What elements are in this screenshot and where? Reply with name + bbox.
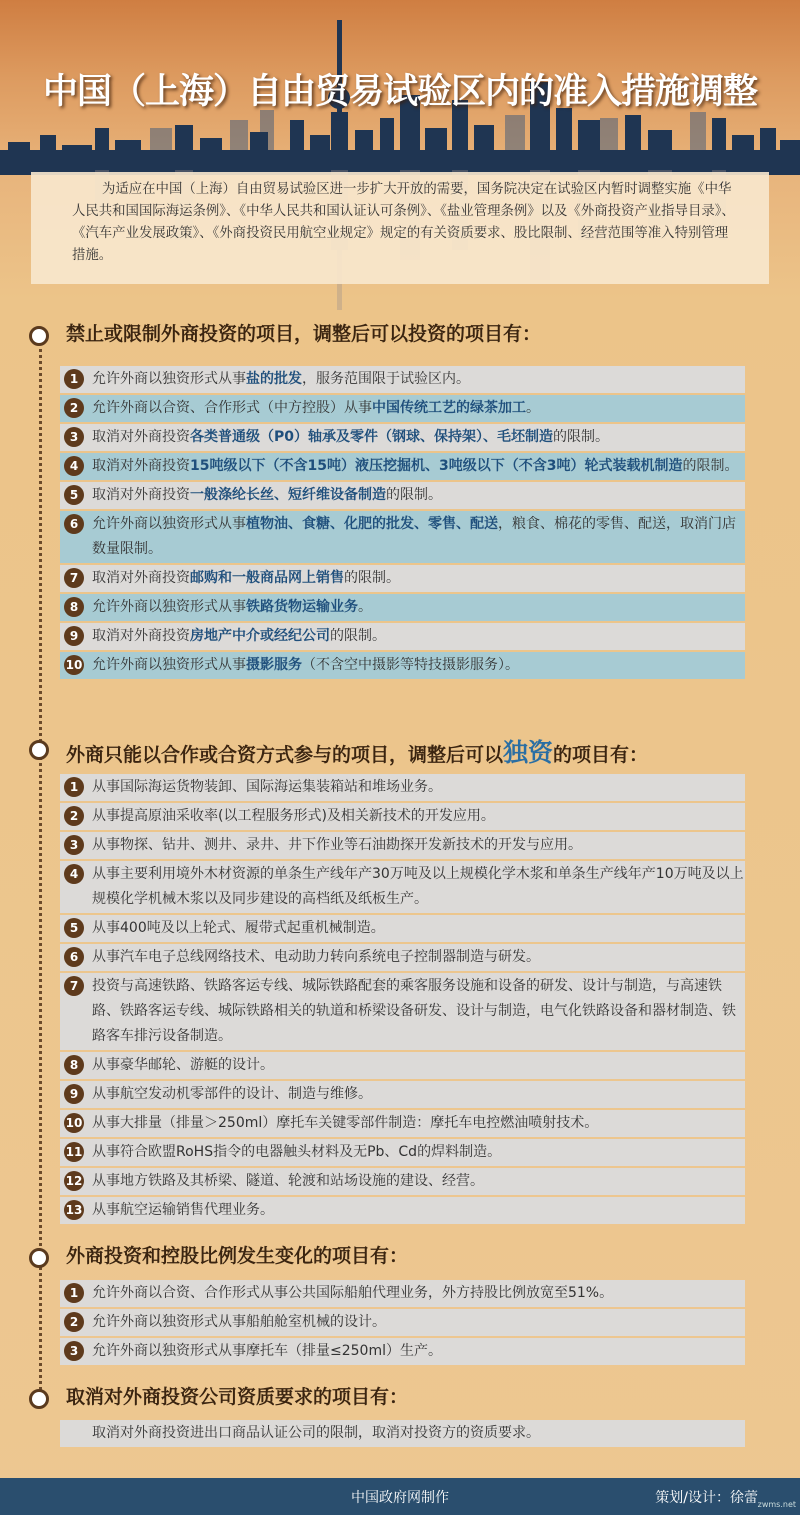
- item-text: （不含空中摄影等特技摄影服务）。: [302, 657, 519, 673]
- item-text: 各类普通级（P0）轴承及零件（钢球、保持架）、毛坯制造: [190, 429, 554, 445]
- item-text: 从事豪华邮轮、游艇的设计。: [92, 1057, 274, 1073]
- item-text: 的限制。: [386, 487, 442, 503]
- item-text: 从事符合欧盟RoHS指令的电器触头材料及无Pb、Cd的焊料制造。: [92, 1144, 502, 1160]
- list-item: [60, 1110, 745, 1137]
- item-text: 15吨级以下（不含15吨）液压挖掘机、3吨级以下（不含3吨）轮式装载机制造: [190, 458, 683, 474]
- section-ratio-changed: [0, 1244, 800, 1359]
- item-text: 从事国际海运货物装卸、国际海运集装箱站和堆场业务。: [92, 779, 442, 795]
- section-restricted-now-allowed: [0, 322, 800, 673]
- list-item: [60, 1338, 745, 1365]
- list-item: [60, 594, 745, 621]
- number-badge: 12: [64, 1171, 84, 1191]
- section-bullet-icon: [29, 326, 49, 346]
- item-text: [92, 566, 745, 591]
- number-badge: 1: [64, 777, 84, 797]
- item-text: [92, 512, 745, 562]
- item-text: 从事地方铁路及其桥梁、隧道、轮渡和站场设施的建设、经营。: [92, 1173, 484, 1189]
- footer-designer: 策划/设计：徐蕾: [655, 1490, 758, 1506]
- item-text: 一般涤纶长丝、短纤维设备制造: [190, 487, 386, 503]
- number-badge: 8: [64, 1055, 84, 1075]
- number-badge: 2: [64, 398, 84, 418]
- item-text: 中国传统工艺的绿茶加工: [372, 400, 526, 416]
- section-title: 外商投资和控股比例发生变化的项目有：: [66, 1245, 409, 1267]
- footer-credit: 中国政府网制作: [351, 1490, 449, 1506]
- item-text: [92, 624, 745, 649]
- list-item: [60, 861, 745, 913]
- list-item: [60, 424, 745, 451]
- item-text: 投资与高速铁路、铁路客运专线、城际铁路配套的乘客服务设施和设备的研发、设计与制造，与高速铁路、铁路客运专线、城际铁路相关的轨道和桥梁设备研发、设计与制造，电气化铁路设备和器材制造、铁路客车排污设备制造。: [92, 978, 736, 1044]
- number-badge: 5: [64, 918, 84, 938]
- number-badge: 7: [64, 568, 84, 588]
- list-item: [60, 453, 745, 480]
- list-item: [60, 395, 745, 422]
- item-text: 邮购和一般商品网上销售: [190, 570, 344, 586]
- item-text: 从事物探、钻井、测井、录井、井下作业等石油勘探开发新技术的开发与应用。: [92, 837, 582, 853]
- item-text: 铁路货物运输业务: [246, 599, 358, 615]
- item-text: 独资: [503, 738, 554, 767]
- list-item: [60, 944, 745, 971]
- page-title: 中国（上海）自由贸易试验区内的准入措施调整: [42, 72, 757, 112]
- item-text: ，服务范围限于试验区内。: [302, 371, 470, 387]
- section-title: 取消对外商投资公司资质要求的项目有：: [66, 1386, 409, 1408]
- timeline-dotted-line: [39, 342, 42, 1402]
- number-badge: 1: [64, 369, 84, 389]
- section-joint-now-sole: [0, 736, 800, 1218]
- item-text: 的限制。: [682, 458, 739, 474]
- number-badge: 4: [64, 864, 84, 884]
- list-item: [60, 366, 745, 393]
- item-text: 摄影服务: [246, 657, 302, 673]
- item-text: 取消对外商投资: [92, 487, 190, 503]
- list-item: [60, 1197, 745, 1224]
- item-text: [92, 396, 745, 421]
- intro-paragraph: 为适应在中国（上海）自由贸易试验区进一步扩大开放的需要，国务院决定在试验区内暂时调整实施《中华人民共和国国际海运条例》、《中华人民共和国认证认可条例》、《盐业管理条例》以及《外商投资产业指导目录》、《汽车产业发展政策》、《外商投资民用航空业规定》规定的有关资质要求、股比限制、经营范围等准入特别管理措施。: [31, 172, 769, 284]
- section-bullet-icon: [29, 1248, 49, 1268]
- number-badge: 7: [64, 976, 84, 996]
- item-text: 取消对外商投资: [92, 628, 190, 644]
- number-badge: 3: [64, 427, 84, 447]
- list-item: [60, 1280, 745, 1307]
- section-title: [66, 733, 648, 769]
- number-badge: 1: [64, 1283, 84, 1303]
- item-text: 从事主要利用境外木材资源的单条生产线年产30万吨及以上规模化学木浆和单条生产线年产10万吨及以上规模化学机械木浆以及同步建设的高档纸及纸板生产。: [92, 866, 744, 907]
- item-text: 外商只能以合作或合资方式参与的项目，调整后可以: [66, 744, 504, 766]
- item-text: 从事航空发动机零部件的设计、制造与维修。: [92, 1086, 372, 1102]
- item-text: 允许外商以独资形式从事: [92, 516, 246, 532]
- number-badge: 6: [64, 514, 84, 534]
- watermark: zwms.net: [757, 1500, 796, 1509]
- number-badge: 2: [64, 806, 84, 826]
- item-text: 从事航空运输销售代理业务。: [92, 1202, 274, 1218]
- item-text: 从事提高原油采收率(以工程服务形式)及相关新技术的开发应用。: [92, 808, 495, 824]
- item-text: 植物油、食糖、化肥的批发、零售、配送: [246, 516, 498, 532]
- section-qualification-removed: [0, 1385, 800, 1441]
- number-badge: 8: [64, 597, 84, 617]
- item-text: 从事大排量（排量＞250ml）摩托车关键零部件制造：摩托车电控燃油喷射技术。: [92, 1115, 599, 1131]
- header-banner: [0, 0, 800, 175]
- item-text: ，粮食、棉花的零售、配送，取消门店数量限制。: [92, 516, 736, 557]
- list-item: [60, 1420, 745, 1447]
- section-bullet-icon: [29, 1389, 49, 1409]
- item-text: [92, 595, 745, 620]
- section-title: 禁止或限制外商投资的项目，调整后可以投资的项目有：: [66, 323, 542, 345]
- list-item: [60, 1052, 745, 1079]
- number-badge: 5: [64, 485, 84, 505]
- item-text: 允许外商以独资形式从事船舶舱室机械的设计。: [92, 1314, 386, 1330]
- list-item: [60, 1309, 745, 1336]
- section-bullet-icon: [29, 740, 49, 760]
- item-text: 。: [526, 400, 540, 416]
- item-text: 。: [358, 599, 372, 615]
- list-item: [60, 511, 745, 563]
- item-text: 取消对外商投资: [92, 429, 190, 445]
- item-text: [92, 653, 745, 678]
- list-item: [60, 1168, 745, 1195]
- item-text: 取消对外商投资进出口商品认证公司的限制，取消对投资方的资质要求。: [92, 1425, 540, 1441]
- list-item: [60, 1139, 745, 1166]
- item-text: 盐的批发: [246, 371, 302, 387]
- item-text: 房地产中介或经纪公司: [190, 628, 330, 644]
- number-badge: 10: [64, 1113, 84, 1133]
- item-text: [92, 367, 745, 392]
- item-text: 取消对外商投资: [92, 458, 190, 474]
- item-text: 的限制。: [330, 628, 386, 644]
- number-badge: 11: [64, 1142, 84, 1162]
- list-item: [60, 652, 745, 679]
- item-text: 从事400吨及以上轮式、履带式起重机械制造。: [92, 920, 385, 936]
- item-text: 的限制。: [553, 429, 610, 445]
- item-text: 允许外商以合资、合作形式（中方控股）从事: [92, 400, 372, 416]
- list-item: [60, 1081, 745, 1108]
- number-badge: 13: [64, 1200, 84, 1220]
- list-item: [60, 832, 745, 859]
- item-text: 的项目有：: [553, 744, 649, 766]
- item-text: 允许外商以独资形式从事: [92, 371, 246, 387]
- number-badge: 10: [64, 655, 84, 675]
- item-text: 取消对外商投资: [92, 570, 190, 586]
- item-text: [92, 454, 745, 479]
- number-badge: 4: [64, 456, 84, 476]
- footer-bar: [0, 1478, 800, 1515]
- list-item: [60, 565, 745, 592]
- item-text: [92, 425, 745, 450]
- list-item: [60, 803, 745, 830]
- item-text: 允许外商以独资形式从事: [92, 599, 246, 615]
- number-badge: 9: [64, 626, 84, 646]
- list-item: [60, 623, 745, 650]
- list-item: [60, 482, 745, 509]
- number-badge: 3: [64, 835, 84, 855]
- list-item: [60, 915, 745, 942]
- number-badge: 6: [64, 947, 84, 967]
- item-text: 的限制。: [344, 570, 400, 586]
- item-text: 允许外商以独资形式从事: [92, 657, 246, 673]
- number-badge: 3: [64, 1341, 84, 1361]
- number-badge: 9: [64, 1084, 84, 1104]
- item-text: 允许外商以合资、合作形式从事公共国际船舶代理业务，外方持股比例放宽至51%。: [92, 1285, 614, 1301]
- list-item: [60, 973, 745, 1050]
- item-text: 从事汽车电子总线网络技术、电动助力转向系统电子控制器制造与研发。: [92, 949, 540, 965]
- list-item: [60, 774, 745, 801]
- number-badge: 2: [64, 1312, 84, 1332]
- item-text: [92, 483, 745, 508]
- item-text: 允许外商以独资形式从事摩托车（排量≤250ml）生产。: [92, 1343, 442, 1359]
